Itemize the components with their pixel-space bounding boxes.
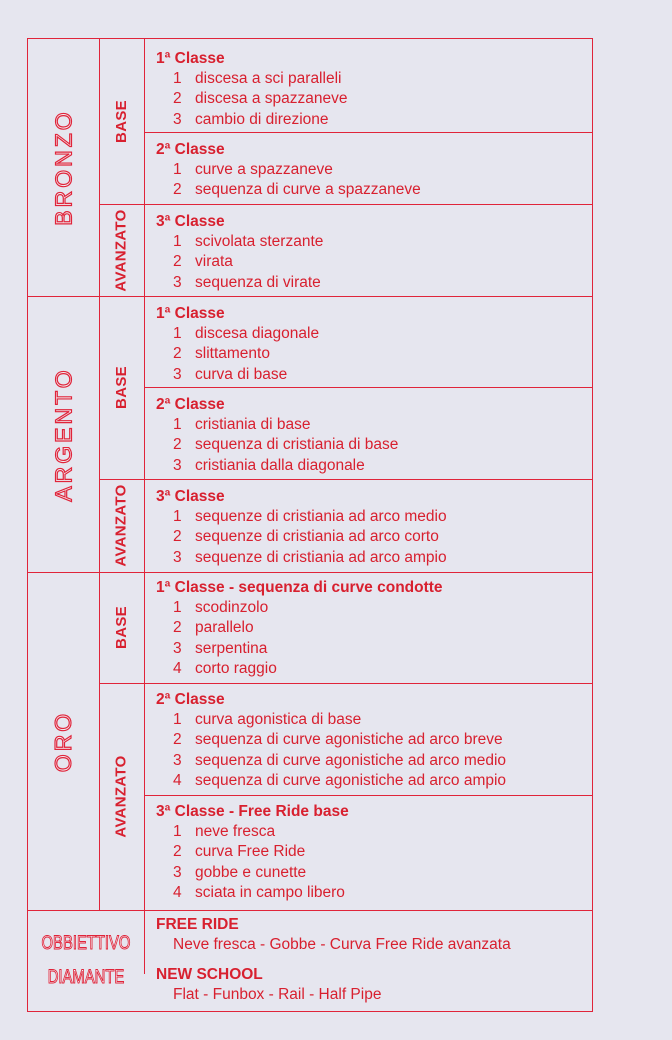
newschool-text: Flat - Funbox - Rail - Half Pipe (173, 986, 382, 1003)
list-item: 1 curva agonistica di base (173, 711, 362, 728)
oro-base-label: BASE (112, 606, 130, 649)
sub-divider (99, 683, 592, 684)
class-title: 2ª Classe (156, 396, 225, 413)
list-item: 1 discesa diagonale (173, 325, 320, 342)
class-title: 1ª Classe - sequenza di curve condotte (156, 579, 443, 596)
class-title: 2ª Classe (156, 141, 225, 158)
list-item: 2 parallelo (173, 619, 254, 637)
section-divider (28, 910, 592, 911)
list-item: 3 gobbe e cunette (173, 863, 307, 881)
list-item: 1 scodinzolo (173, 599, 269, 616)
ski-levels-table (27, 38, 593, 1012)
list-item: 2 sequenza di curve a spazzaneve (173, 181, 421, 199)
level-oro-label: ORO (50, 710, 77, 772)
diamante-label: DIAMANTE (47, 967, 125, 988)
argento-class-1 (156, 304, 592, 385)
oro-avanzato-label: AVANZATO (112, 755, 130, 838)
list-item: 3 sequenza di curve agonistiche ad arco medio (173, 751, 507, 769)
freeride-title: FREE RIDE (156, 916, 239, 933)
freeride-text: Neve fresca - Gobbe - Curva Free Ride avanzata (173, 936, 511, 953)
level-argento-label: ARGENTO (50, 366, 77, 502)
bronzo-base-label: BASE (112, 100, 130, 143)
list-item: 2 discesa a spazzaneve (173, 90, 348, 108)
class-title: 1ª Classe (156, 305, 225, 322)
list-item: 2 sequenze di cristiania ad arco corto (173, 528, 439, 546)
class-title: 3ª Classe (156, 213, 225, 230)
list-item: 3 curva di base (173, 365, 288, 383)
list-item: 2 sequenza di curve agonistiche ad arco breve (173, 731, 503, 749)
level-bronzo-label: BRONZO (50, 109, 77, 226)
list-item: 4 sciata in campo libero (173, 883, 345, 901)
list-item: 2 sequenza di cristiania di base (173, 436, 399, 454)
list-item: 1 scivolata sterzante (173, 233, 324, 250)
diamante-goals (156, 915, 592, 1005)
oro-class-3 (156, 802, 592, 903)
list-item: 3 sequenze di cristiania ad arco ampio (173, 548, 447, 566)
list-item: 1 neve fresca (173, 823, 276, 840)
list-item: 3 cambio di direzione (173, 110, 329, 128)
bronzo-avanzato-label: AVANZATO (112, 208, 130, 292)
argento-base-label: BASE (112, 366, 130, 409)
class-divider (144, 387, 592, 388)
bronzo-class-1 (156, 49, 592, 130)
list-item: 4 sequenza di curve agonistiche ad arco ampio (173, 771, 507, 789)
newschool-title: NEW SCHOOL (156, 966, 263, 983)
obiettivo-label: OBBIETTIVO (41, 933, 131, 954)
argento-class-3 (156, 487, 592, 568)
list-item: 3 sequenza di virate (173, 273, 321, 291)
oro-class-2 (156, 690, 592, 791)
sub-divider (99, 204, 592, 205)
argento-avanzato-label: AVANZATO (112, 484, 130, 567)
list-item: 3 cristiania dalla diagonale (173, 456, 365, 474)
list-item: 2 slittamento (173, 345, 270, 363)
bronzo-class-3 (156, 212, 592, 293)
list-item: 3 serpentina (173, 639, 268, 657)
list-item: 4 corto raggio (173, 659, 277, 677)
class-title: 2ª Classe (156, 691, 225, 708)
sub-divider (99, 479, 592, 480)
list-item: 2 curva Free Ride (173, 843, 306, 861)
bronzo-class-2 (156, 140, 592, 201)
list-item: 1 cristiania di base (173, 416, 311, 433)
class-title: 3ª Classe - Free Ride base (156, 803, 349, 820)
list-item: 1 curve a spazzaneve (173, 161, 333, 178)
class-divider (144, 795, 592, 796)
list-item: 1 discesa a sci paralleli (173, 70, 342, 87)
class-title: 1ª Classe (156, 50, 225, 67)
list-item: 1 sequenze di cristiania ad arco medio (173, 508, 447, 525)
argento-class-2 (156, 395, 592, 476)
column-divider (144, 39, 145, 974)
class-divider (144, 132, 592, 133)
oro-class-1 (156, 578, 592, 679)
list-item: 2 virata (173, 253, 233, 271)
class-title: 3ª Classe (156, 488, 225, 505)
